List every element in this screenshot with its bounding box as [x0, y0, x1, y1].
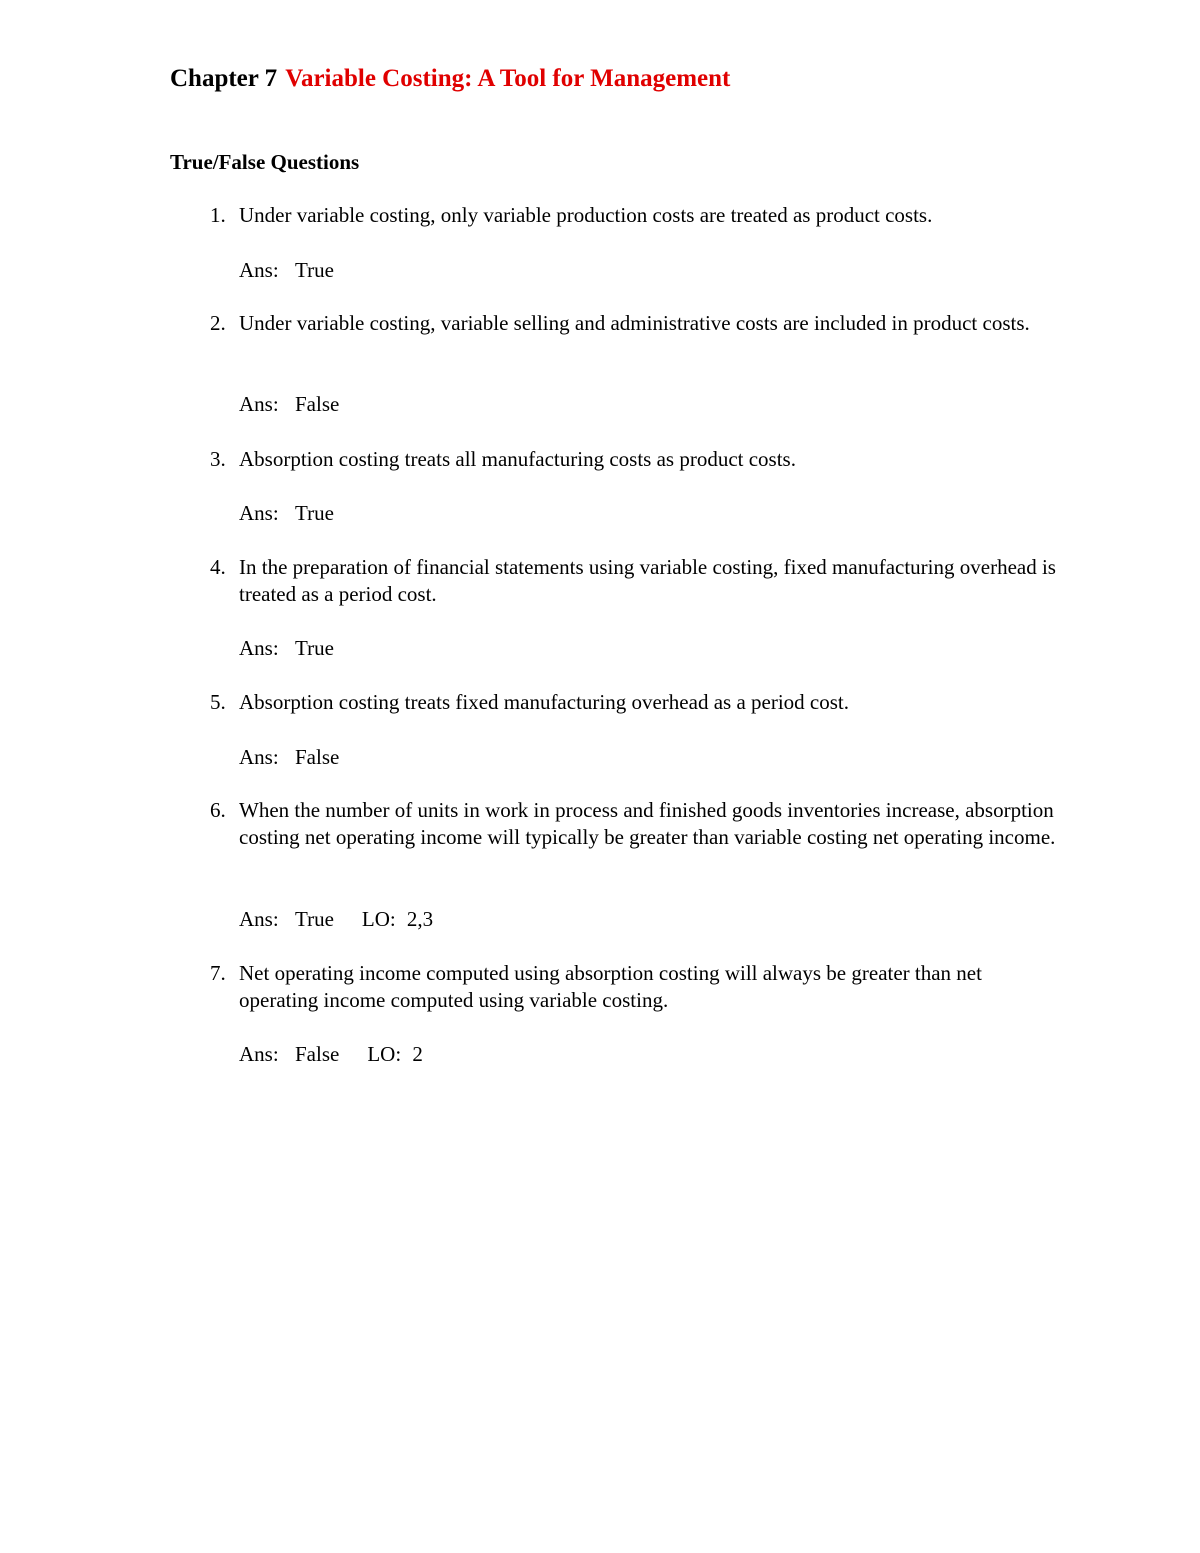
question-text: Under variable costing, variable selling and administrative costs are included in product costs.: [239, 311, 1030, 335]
question-text: Absorption costing treats fixed manufacturing overhead as a period cost.: [239, 690, 849, 714]
learning-objective: [367, 1042, 423, 1066]
question-text: Absorption costing treats all manufacturing costs as product costs.: [239, 447, 796, 471]
question-number: 4.: [210, 555, 226, 579]
chapter-heading: [170, 62, 730, 96]
answer-line: [239, 257, 334, 284]
answer-value: True: [295, 636, 334, 660]
answer-value: True: [295, 501, 334, 525]
answer-value: True: [295, 907, 334, 931]
answer-label: Ans:: [239, 636, 279, 660]
answer-line: [239, 391, 339, 418]
question-number: 5.: [210, 690, 226, 714]
chapter-label: Chapter 7: [170, 65, 278, 92]
answer-value: True: [295, 258, 334, 282]
section-heading: True/False Questions: [170, 150, 360, 174]
question-text: In the preparation of financial statements using variable costing, fixed manufacturing overhead is treated as a period cost.: [239, 555, 1056, 606]
lo-value: 2: [412, 1042, 423, 1066]
answer-value: False: [295, 392, 340, 416]
answer-label: Ans:: [239, 745, 279, 769]
answer-label: Ans:: [239, 501, 279, 525]
chapter-title: Variable Costing: A Tool for Management: [285, 65, 731, 92]
question-number: 1.: [210, 203, 226, 227]
answer-label: Ans:: [239, 258, 279, 282]
question-number: 2.: [210, 311, 226, 335]
answer-line: [239, 635, 334, 662]
answer-value: False: [295, 745, 340, 769]
lo-value: 2,3: [406, 907, 434, 931]
question-text: When the number of units in work in process and finished goods inventories increase, absorption costing net operating income will typically be greater than variable costing net operating income.: [239, 798, 1056, 849]
question-text: Net operating income computed using absorption costing will always be greater than net operating income computed using variable costing.: [239, 961, 982, 1012]
answer-label: Ans:: [239, 392, 279, 416]
question-number: 6.: [210, 798, 226, 822]
answer-line: [239, 500, 334, 527]
question-number: 7.: [210, 961, 226, 985]
answer-value: False: [295, 1042, 340, 1066]
answer-line: [239, 1041, 423, 1068]
answer-label: Ans:: [239, 907, 279, 931]
answer-line: [239, 744, 339, 771]
learning-objective: [362, 907, 433, 931]
lo-label: LO:: [361, 907, 396, 931]
question-text: Under variable costing, only variable production costs are treated as product costs.: [239, 203, 933, 227]
lo-label: LO:: [367, 1042, 402, 1066]
answer-label: Ans:: [239, 1042, 279, 1066]
question-number: 3.: [210, 447, 226, 471]
answer-line: [239, 906, 433, 933]
